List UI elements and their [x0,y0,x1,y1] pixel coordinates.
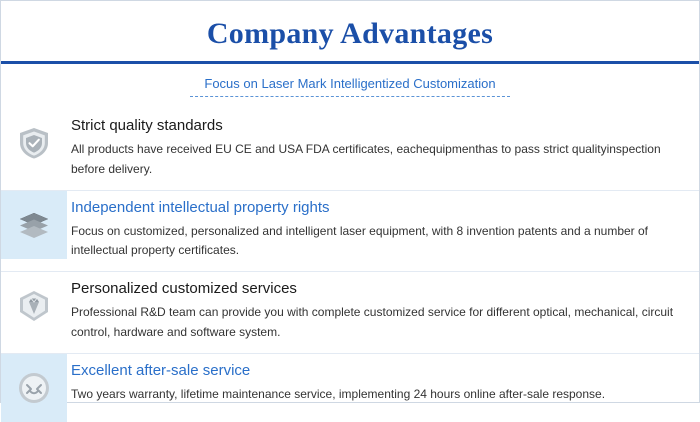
list-item [1,272,699,354]
advantage-title: Excellent after-sale service [71,361,251,379]
list-item [1,191,699,273]
page-header [1,1,699,97]
advantage-icon-cell [1,109,67,177]
list-item [1,354,699,422]
header-divider [1,61,699,64]
advantages-list [1,109,699,422]
page-title: Company Advantages [206,17,494,50]
layers-stack-icon [17,208,51,242]
advantage-text-cell [67,272,699,353]
advantage-icon-cell [1,272,67,340]
advantage-icon-cell [1,354,67,422]
advantage-title: Personalized customized services [71,280,297,298]
subtitle-dashed-divider [190,96,510,97]
advantage-description: All products have received EU CE and USA FDA certificates, eachequipmenthas to pass strict qualityinspection before delivery. [71,142,661,176]
advantage-description: Focus on customized, personalized and intelligent laser equipment, with 8 invention patents and a number of intellectual property certificates. [71,223,649,258]
smile-support-icon [17,371,51,405]
advantage-text-cell [67,354,699,415]
advantage-description: Two years warranty, lifetime maintenance service, implementing 24 hours online after-sale response. [71,386,606,401]
diamond-gem-icon [17,289,51,323]
advantage-text-cell [67,191,699,272]
advantage-title: Independent intellectual property rights [71,198,330,216]
advantage-description: Professional R&D team can provide you with complete customized service for different optical, mechanical, circuit control, hardware and software system. [71,305,674,339]
page-subtitle: Focus on Laser Mark Intelligentized Customization [204,76,496,91]
shield-check-icon [17,126,51,160]
advantage-icon-cell [1,191,67,259]
list-item [1,109,699,191]
advantage-title: Strict quality standards [71,117,223,134]
advantage-text-cell [67,109,699,190]
